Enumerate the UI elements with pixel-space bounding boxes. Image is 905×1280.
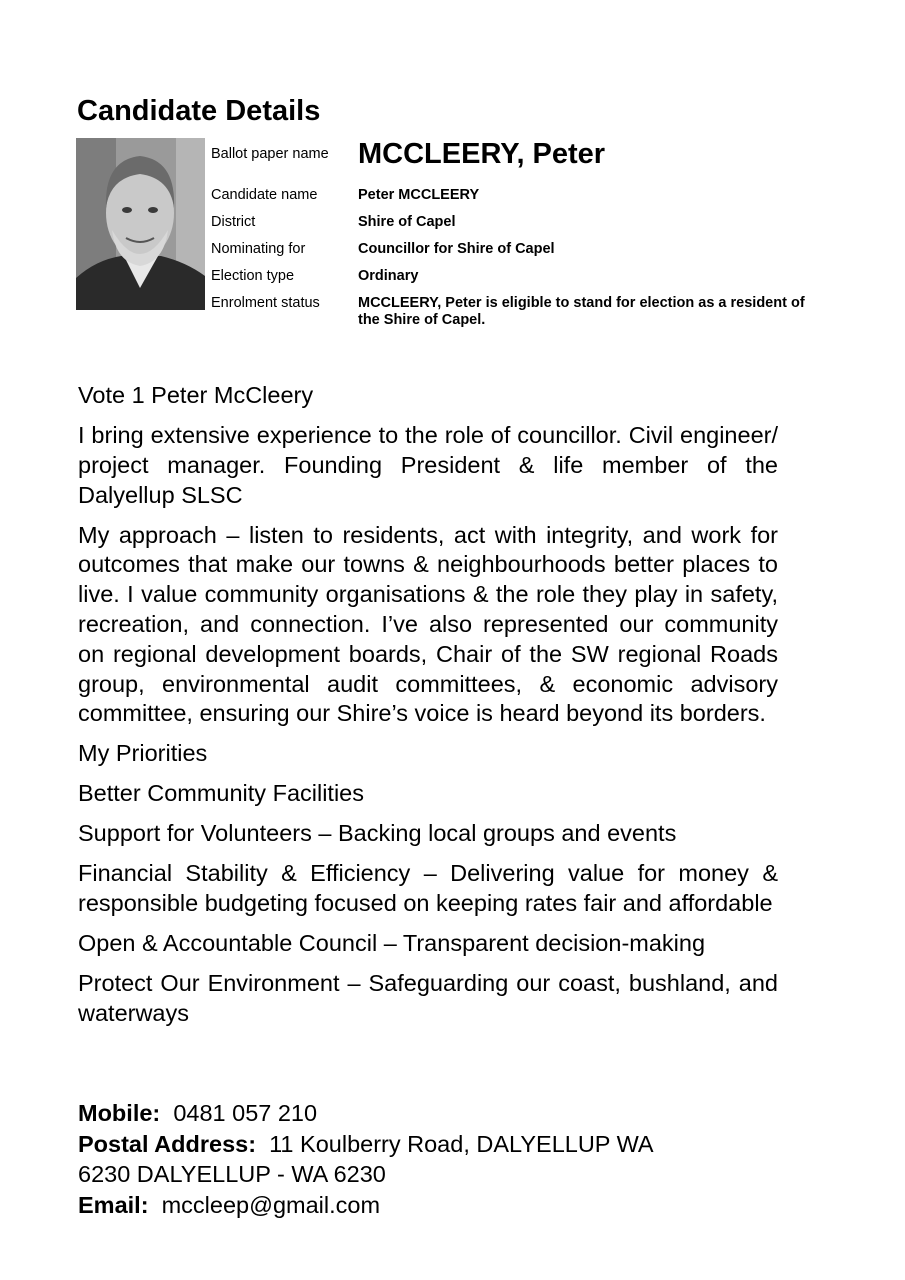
nominating-for-value: Councillor for Shire of Capel [358, 241, 555, 257]
candidate-name-label: Candidate name [211, 187, 318, 203]
priority-item: Financial Stability & Efficiency – Delivering value for money & responsible budgeting focused on keeping rates fair and affordable [78, 860, 778, 917]
candidate-statement [78, 381, 778, 1039]
postal-address-line2: 6230 DALYELLUP - WA 6230 [78, 1161, 386, 1187]
postal-address-row-2 [78, 1159, 778, 1190]
priority-item: Protect Our Environment – Safeguarding our coast, bushland, and waterways [78, 970, 778, 1026]
mobile-row [78, 1098, 778, 1129]
enrolment-status-label: Enrolment status [211, 295, 320, 311]
election-type-value: Ordinary [358, 268, 419, 284]
nominating-for-label: Nominating for [211, 241, 306, 257]
priorities-heading: My Priorities [78, 740, 208, 767]
ballot-paper-name-value: MCCLEERY, Peter [358, 138, 606, 170]
ballot-paper-name-label: Ballot paper name [211, 146, 329, 162]
email-value[interactable]: mccleep@gmail.com [161, 1191, 381, 1218]
candidate-photo [76, 138, 205, 310]
mobile-label: Mobile: [78, 1100, 161, 1126]
priority-item: Better Community Facilities [78, 780, 364, 807]
statement-experience: I bring extensive experience to the role of councillor. Civil engineer/ project manager. Founding President & life member of the Dalyellup SLSC [78, 421, 778, 508]
enrolment-status-value: MCCLEERY, Peter is eligible to stand for election as a resident of the Shire of Capel. [358, 295, 805, 328]
district-value: Shire of Capel [358, 214, 456, 230]
priority-item: Support for Volunteers – Backing local groups and events [78, 820, 677, 847]
postal-address-line1: 11 Koulberry Road, DALYELLUP WA [269, 1130, 654, 1157]
postal-address-label: Postal Address: [78, 1130, 257, 1157]
email-row [78, 1190, 778, 1221]
district-label: District [211, 214, 256, 230]
page-title: Candidate Details [77, 95, 321, 127]
email-label: Email: [78, 1191, 149, 1218]
contact-details [78, 1098, 778, 1220]
election-type-label: Election type [211, 268, 295, 284]
postal-address-row [78, 1129, 778, 1160]
priority-item: Open & Accountable Council – Transparent decision-making [78, 930, 706, 957]
statement-approach: My approach – listen to residents, act with integrity, and work for outcomes that make our towns & neighbourhoods better places to live. I value community organisations & the role they play in safety, recreation, and connection. I’ve also represented our community on regional development boards, Chair of the SW regional Roads group, environmental audit committees, & economic advisory committee, ensuring our Shire’s voice is heard beyond its borders. [78, 521, 778, 727]
mobile-value: 0481 057 210 [173, 1100, 318, 1126]
candidate-name-value: Peter MCCLEERY [358, 187, 480, 203]
statement-heading: Vote 1 Peter McCleery [78, 382, 314, 408]
